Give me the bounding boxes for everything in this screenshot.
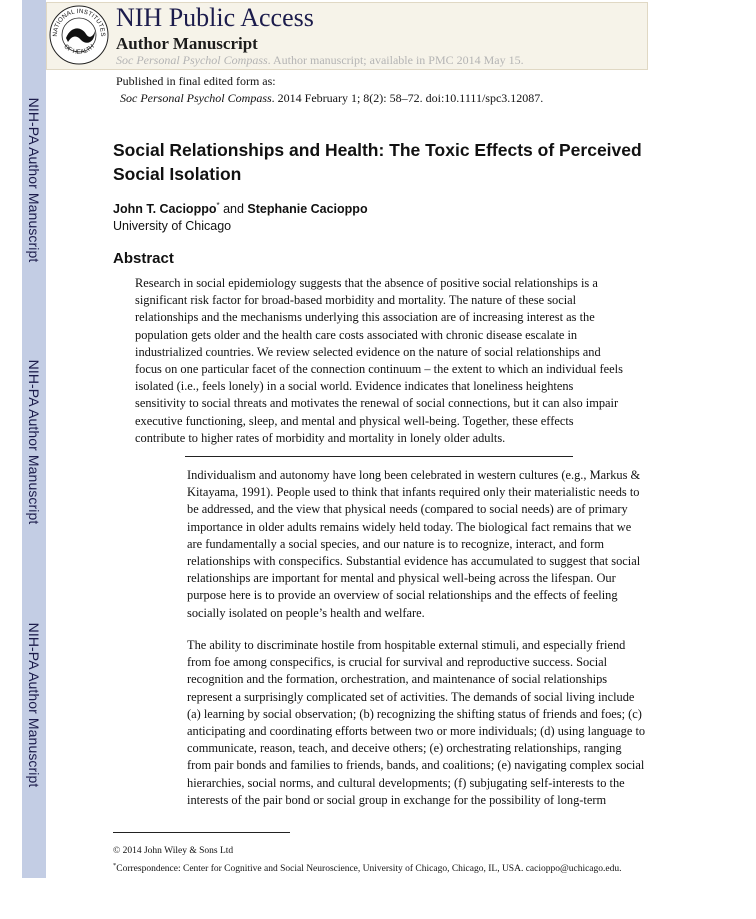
correspondence-mark: * <box>216 201 220 210</box>
authors-line <box>113 201 368 216</box>
seal-text-top: NATIONAL INSTITUTES <box>51 7 107 37</box>
publication-details: . 2014 February 1; 8(2): 58–72. doi:10.1111/spc3.12087. <box>271 91 544 105</box>
body-line: represent a surprisingly complicated set of activities. The demands of social living include <box>187 689 635 704</box>
body-paragraph-2 <box>187 637 645 809</box>
paper-title: Social Relationships and Health: The Toxic Effects of Perceived Social Isolation <box>113 140 642 184</box>
nih-public-access-title: NIH Public Access <box>116 3 314 32</box>
abstract-line: population gets older and the health care costs associated with chronic disease escalate in <box>135 327 578 342</box>
abstract-divider <box>185 456 573 457</box>
body-line: are fundamentally a social species, and our nature is to recognize, interact, and form <box>187 536 604 551</box>
body-line: Individualism and autonomy have long been celebrated in western cultures (e.g., Markus & <box>187 468 641 482</box>
seal-text-bottom: OF HEALTH <box>62 43 96 56</box>
sidebar-label: NIH-PA Author Manuscript <box>26 622 42 788</box>
publication-citation <box>120 91 543 106</box>
copyright-footnote: © 2014 John Wiley & Sons Ltd <box>113 846 234 856</box>
nih-seal-logo <box>48 4 110 66</box>
correspondence-footnote <box>113 862 622 874</box>
abstract-line: relationships and the mechanisms underlying this association are of increasing interest as the <box>135 310 595 325</box>
abstract-line: sensitivity to social threats and motivates the renewal of social connections, but it can also impair <box>135 396 619 411</box>
body-line: hierarchies, social norms, and cultural developments; (f) subjugating self-interests to the <box>187 775 625 790</box>
abstract-line: Research in social epidemiology suggests that the absence of positive social relationships is a <box>135 276 598 290</box>
body-line: recognition and the formation, orchestration, and maintenance of social relationships <box>187 672 608 687</box>
body-line: purpose here is to provide an overview of social relationships and the effects of feeling <box>187 588 618 603</box>
header-citation-rest: . Author manuscript; available in PMC 2014 May 15. <box>267 53 524 67</box>
body-line: relationships are important for mental and physical well-being across the lifespan. Our <box>187 571 616 586</box>
body-line: be addressed, and the view that physical needs (compared to social needs) are of primary <box>187 502 628 517</box>
sidebar-label: NIH-PA Author Manuscript <box>26 97 42 263</box>
footnote-mark: * <box>113 862 117 869</box>
body-line: The ability to discriminate hostile from hospitable external stimuli, and especially friend <box>187 638 626 652</box>
abstract-line: executive functioning, sleep, and mental and physical well-being. Together, these effects <box>135 413 574 428</box>
body-line: importance in older adults remains widely held today. The biological fact remains that we <box>187 519 632 534</box>
body-paragraph-1 <box>187 467 640 622</box>
publication-journal: Soc Personal Psychol Compass <box>120 91 272 105</box>
author-1: John T. Cacioppo <box>113 202 217 217</box>
correspondence-text: Correspondence: Center for Cognitive and Social Neuroscience, University of Chicago, Chicago, IL, USA. cacioppo@uchicago.edu. <box>116 864 622 875</box>
author-manuscript-label: Author Manuscript <box>116 34 258 53</box>
body-line: communicate, reason, teach, and deceive others; (e) orchestrating relationships, ranging <box>187 741 622 756</box>
header-citation <box>116 52 524 68</box>
abstract-line: contribute to higher rates of morbidity and mortality in lonely older adults. <box>135 430 506 445</box>
body-line: anticipating and coordinating efforts between two or more individuals; (d) using language to <box>187 723 646 738</box>
published-label: Published in final edited form as: <box>116 74 276 88</box>
body-line: Kitayama, 1991). People used to think that infants required only their materialistic needs to <box>187 485 640 500</box>
body-line: socially isolated on people’s health and welfare. <box>187 605 425 620</box>
author-2: Stephanie Cacioppo <box>247 202 368 217</box>
abstract-body <box>135 275 623 447</box>
sidebar-label: NIH-PA Author Manuscript <box>26 359 42 525</box>
abstract-line: industrialized countries. We review selected evidence on the nature of social relationships and <box>135 344 601 359</box>
author-join: and <box>219 202 248 217</box>
body-line: interests of the pair bond or social group in exchange for the possibility of long-term <box>187 792 607 807</box>
body-line: from foe among conspecifics, is crucial for survival and reproductive success. Social <box>187 655 608 670</box>
abstract-line: significant risk factor for broad-based morbidity and mortality. The nature of these social <box>135 293 577 308</box>
abstract-line: isolated (i.e., feels lonely) in a social world. Evidence indicates that loneliness heightens <box>135 379 574 394</box>
header-citation-journal: Soc Personal Psychol Compass <box>116 53 268 67</box>
abstract-heading: Abstract <box>113 250 174 267</box>
body-line: relationships with conspecifics. Substantial evidence has accumulated to suggest that social <box>187 553 641 568</box>
body-line: from pair bonds and families to friends, bands, and coalitions; (e) navigating complex social <box>187 758 645 773</box>
affiliation: University of Chicago <box>113 219 232 233</box>
body-line: (a) learning by social observation; (b) recognizing the shifting status of friends and foes; (c) <box>187 706 642 721</box>
footnote-divider <box>113 832 290 833</box>
abstract-line: focus on one particular facet of the connection continuum – the extent to which an individual feels <box>135 361 623 376</box>
